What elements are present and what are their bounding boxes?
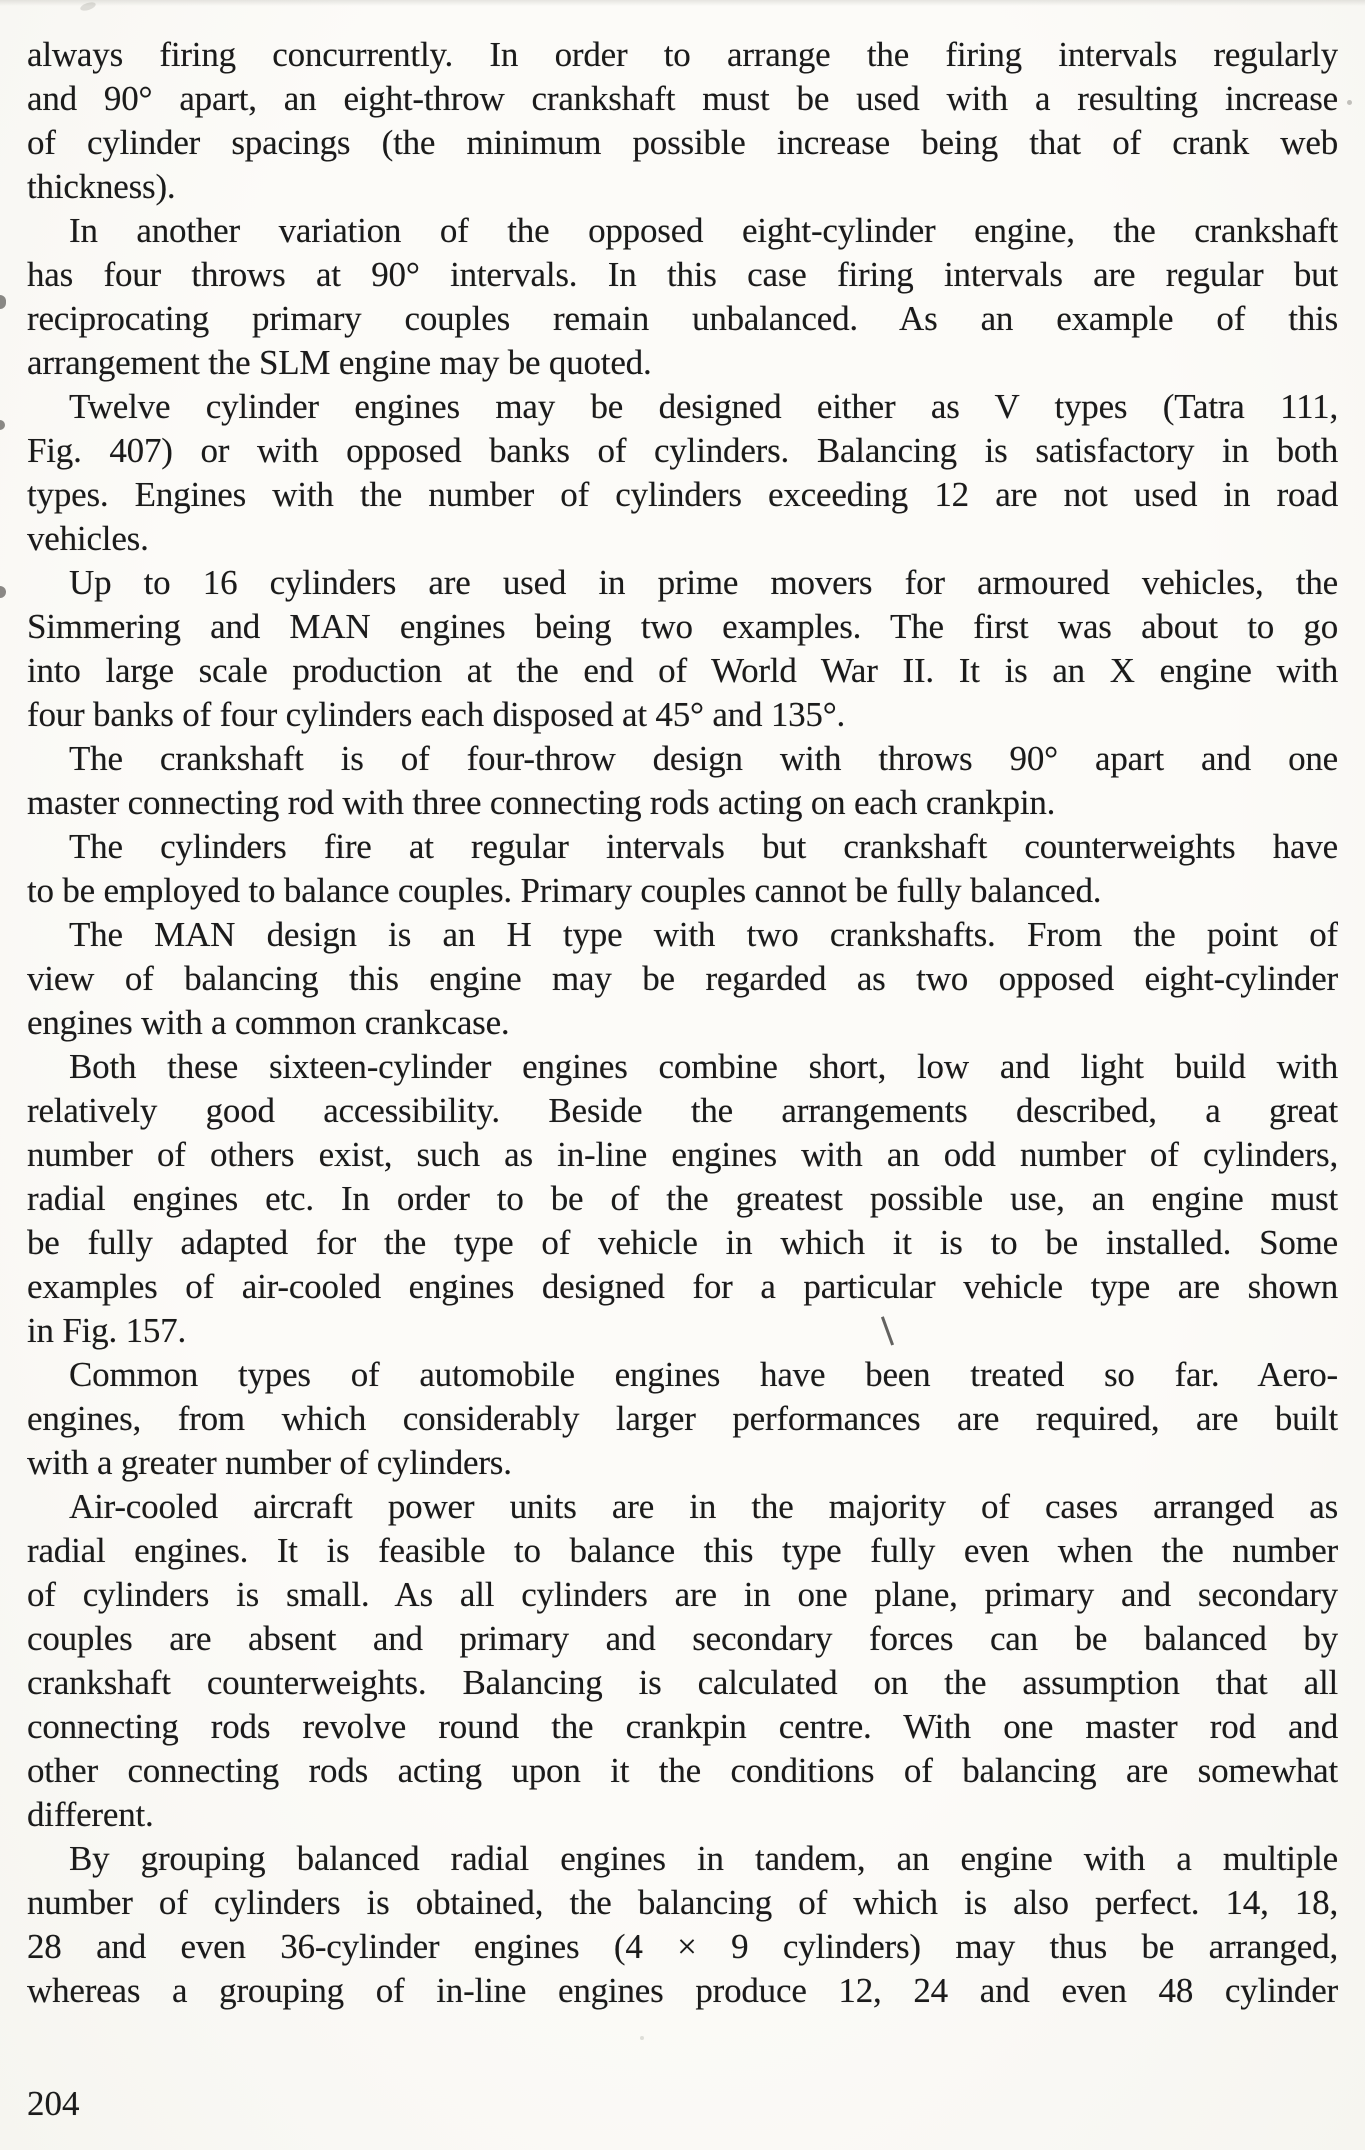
text-line: and 90° apart, an eight-throw crankshaft must be used with a resulting increase (27, 79, 1338, 118)
text-line: By grouping balanced radial engines in tandem, an engine with a multiple (69, 1839, 1338, 1878)
text-line: of cylinder spacings (the minimum possible increase being that of crank web (27, 123, 1338, 162)
text-line: Simmering and MAN engines being two examples. The first was about to go (27, 607, 1338, 646)
text-line: The crankshaft is of four-throw design with throws 90° apart and one (69, 739, 1338, 778)
text-line: number of others exist, such as in-line engines with an odd number of cylinders, (27, 1135, 1338, 1174)
text-line: 28 and even 36-cylinder engines (4 × 9 cylinders) may thus be arranged, (27, 1927, 1338, 1966)
text-line: radial engines etc. In order to be of the greatest possible use, an engine must (27, 1179, 1338, 1218)
text-line: Fig. 407) or with opposed banks of cylinders. Balancing is satisfactory in both (27, 431, 1338, 470)
scan-artifact (0, 586, 6, 598)
scan-artifact (0, 420, 5, 430)
text-line: Air-cooled aircraft power units are in the majority of cases arranged as (69, 1487, 1338, 1526)
text-line: In another variation of the opposed eight-cylinder engine, the crankshaft (69, 211, 1338, 250)
text-line: number of cylinders is obtained, the balancing of which is also perfect. 14, 18, (27, 1883, 1338, 1922)
text-line: view of balancing this engine may be regarded as two opposed eight-cylinder (27, 959, 1338, 998)
scan-artifact (640, 2036, 644, 2040)
text-line: into large scale production at the end of World War II. It is an X engine with (27, 651, 1338, 690)
page-number: 204 (27, 2084, 80, 2123)
text-line: four banks of four cylinders each disposed at 45° and 135°. (27, 695, 846, 734)
text-line: thickness). (27, 167, 176, 206)
text-line: whereas a grouping of in-line engines produce 12, 24 and even 48 cylinder (27, 1971, 1338, 2010)
text-line: to be employed to balance couples. Primary couples cannot be fully balanced. (27, 871, 1102, 910)
text-line: relatively good accessibility. Beside the arrangements described, a great (27, 1091, 1338, 1130)
text-line: always firing concurrently. In order to arrange the firing intervals regularly (27, 35, 1338, 74)
text-line: engines, from which considerably larger performances are required, are built (27, 1399, 1338, 1438)
text-line: types. Engines with the number of cylinders exceeding 12 are not used in road (27, 475, 1338, 514)
scan-artifact (0, 295, 6, 309)
scan-artifact (1347, 100, 1352, 105)
text-line: Common types of automobile engines have been treated so far. Aero- (69, 1355, 1338, 1394)
text-line: be fully adapted for the type of vehicle in which it is to be installed. Some (27, 1223, 1338, 1262)
text-line: crankshaft counterweights. Balancing is calculated on the assumption that all (27, 1663, 1338, 1702)
text-line: in Fig. 157. (27, 1311, 187, 1350)
text-line: Both these sixteen-cylinder engines combine short, low and light build with (69, 1047, 1338, 1086)
scan-edge-shading (0, 0, 1365, 6)
text-line: master connecting rod with three connecting rods acting on each crankpin. (27, 783, 1056, 822)
text-line: connecting rods revolve round the crankpin centre. With one master rod and (27, 1707, 1338, 1746)
text-line: examples of air-cooled engines designed for a particular vehicle type are shown (27, 1267, 1338, 1306)
text-line: Up to 16 cylinders are used in prime movers for armoured vehicles, the (69, 563, 1338, 602)
text-line: The cylinders fire at regular intervals but crankshaft counterweights have (69, 827, 1338, 866)
text-line: reciprocating primary couples remain unbalanced. As an example of this (27, 299, 1338, 338)
text-line: couples are absent and primary and secondary forces can be balanced by (27, 1619, 1338, 1658)
text-line: vehicles. (27, 519, 149, 558)
text-line: of cylinders is small. As all cylinders are in one plane, primary and secondary (27, 1575, 1338, 1614)
text-line: arrangement the SLM engine may be quoted. (27, 343, 652, 382)
text-line: other connecting rods acting upon it the conditions of balancing are somewhat (27, 1751, 1338, 1790)
text-line: different. (27, 1795, 154, 1834)
text-line: has four throws at 90° intervals. In this case firing intervals are regular but (27, 255, 1338, 294)
text-line: engines with a common crankcase. (27, 1003, 510, 1042)
text-line: The MAN design is an H type with two crankshafts. From the point of (69, 915, 1338, 954)
text-line: radial engines. It is feasible to balance this type fully even when the number (27, 1531, 1338, 1570)
text-line: Twelve cylinder engines may be designed either as V types (Tatra 111, (69, 387, 1338, 426)
text-block (27, 33, 1338, 2013)
text-line: with a greater number of cylinders. (27, 1443, 512, 1482)
